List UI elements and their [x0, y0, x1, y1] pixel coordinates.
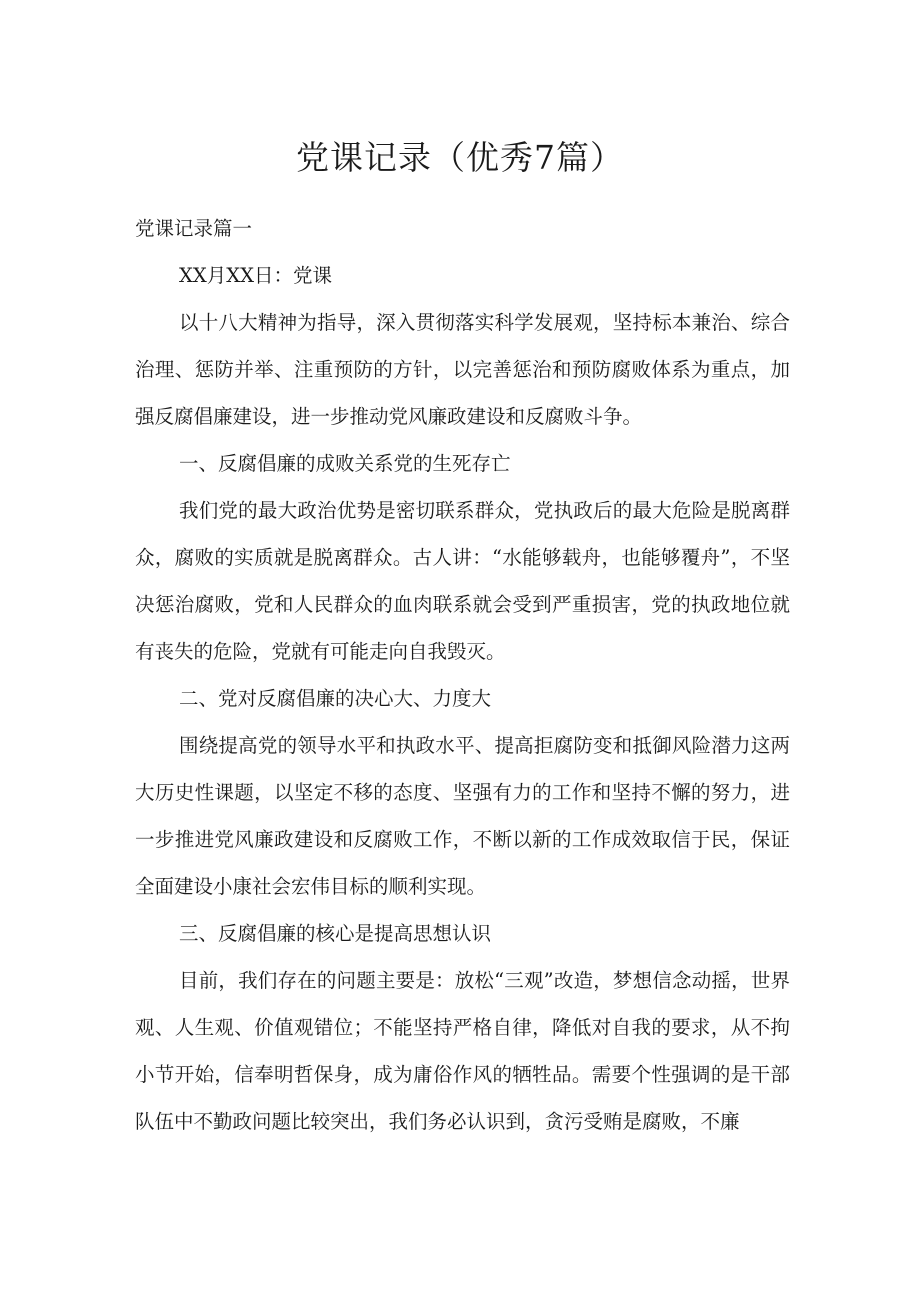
paragraph-three: 目前，我们存在的问题主要是：放松“三观”改造，梦想信念动摇，世界观、人生观、价值观错位；不能坚持严格自律，降低对自我的要求，从不拘小节开始，信奉明哲保身，成为庸俗作风的牺牲品。需要个性强调的是干部队伍中不勤政问题比较突出，我们务必认识到，贪污受贿是腐败，不廉: [135, 969, 790, 1133]
heading-one: 一、反腐倡廉的成败关系党的生死存亡: [179, 452, 511, 475]
heading-two: 二、党对反腐倡廉的决心大、力度大: [179, 687, 492, 710]
paragraph-one: 我们党的最大政治优势是密切联系群众，党执政后的最大危险是脱离群众，腐败的实质就是脱离群众。古人讲：“水能够载舟，也能够覆舟”，不坚决惩治腐败，党和人民群众的血肉联系就会受到严重损害，党的执政地位就有丧失的危险，党就有可能走向自我毁灭。: [135, 499, 790, 663]
document-body: [135, 205, 790, 1145]
section-label: 党课记录篇一: [135, 217, 253, 240]
document-title: 党课记录（优秀7篇）: [296, 138, 624, 177]
heading-three: 三、反腐倡廉的核心是提高思想认识: [179, 922, 492, 945]
paragraph-intro: 以十八大精神为指导，深入贯彻落实科学发展观，坚持标本兼治、综合治理、惩防并举、注重预防的方针，以完善惩治和预防腐败体系为重点，加强反腐倡廉建设，进一步推动党风廉政建设和反腐败斗争。: [135, 311, 790, 428]
paragraph-two: 围绕提高党的领导水平和执政水平、提高拒腐防变和抵御风险潜力这两大历史性课题，以坚定不移的态度、坚强有力的工作和坚持不懈的努力，进一步推进党风廉政建设和反腐败工作，不断以新的工作成效取信于民，保证全面建设小康社会宏伟目标的顺利实现。: [135, 734, 790, 898]
date-line: XX月XX日：党课: [179, 264, 333, 287]
